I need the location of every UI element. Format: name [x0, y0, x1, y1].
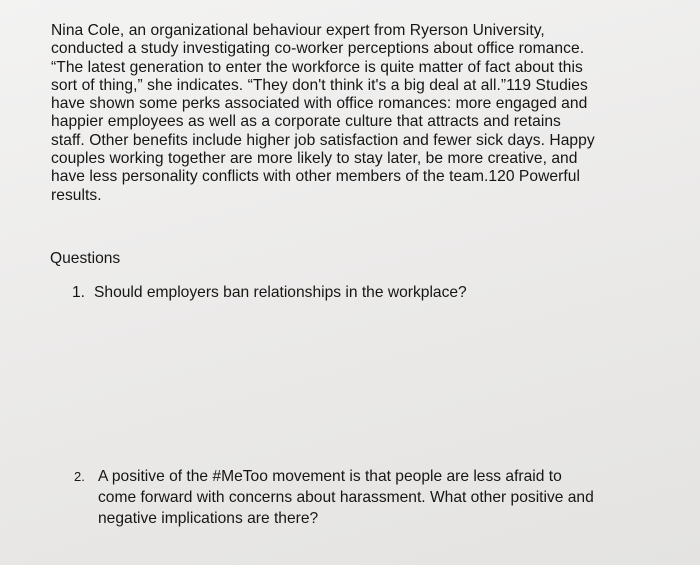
question-text: A positive of the #MeToo movement is that people are less afraid to	[98, 468, 562, 485]
paragraph-line: sort of thing,” she indicates. “They don't think it's a big deal at all.”119 Studies	[51, 76, 588, 94]
question-item	[72, 282, 467, 303]
question-line	[72, 282, 467, 303]
paragraph-line: staff. Other benefits include higher job satisfaction and fewer sick days. Happy	[51, 131, 595, 149]
paragraph-line: happier employees as well as a corporate culture that attracts and retains	[51, 113, 561, 131]
paragraph-line: have shown some perks associated with office romances: more engaged and	[51, 95, 588, 113]
paragraph-line: couples working together are more likely to stay later, be more creative, and	[51, 150, 578, 168]
paragraph-line: Nina Cole, an organizational behaviour expert from Ryerson University,	[51, 22, 545, 39]
question-text: Should employers ban relationships in the workplace?	[94, 284, 467, 301]
question-number: 2.	[74, 469, 85, 484]
paragraph-line: have less personality conflicts with other members of the team.120 Powerful	[51, 168, 580, 186]
paragraph-line: conducted a study investigating co-worker perceptions about office romance.	[51, 40, 585, 58]
paragraph-line: “The latest generation to enter the workforce is quite matter of fact about this	[51, 58, 583, 76]
questions-heading: Questions	[50, 250, 121, 267]
question-line	[74, 466, 594, 487]
question-item	[74, 466, 594, 529]
body-paragraph	[51, 22, 663, 205]
question-line: negative implications are there?	[98, 510, 319, 527]
question-line: come forward with concerns about harassment. What other positive and	[98, 489, 594, 506]
question-number: 1.	[72, 284, 86, 301]
paragraph-line: results.	[51, 186, 102, 204]
